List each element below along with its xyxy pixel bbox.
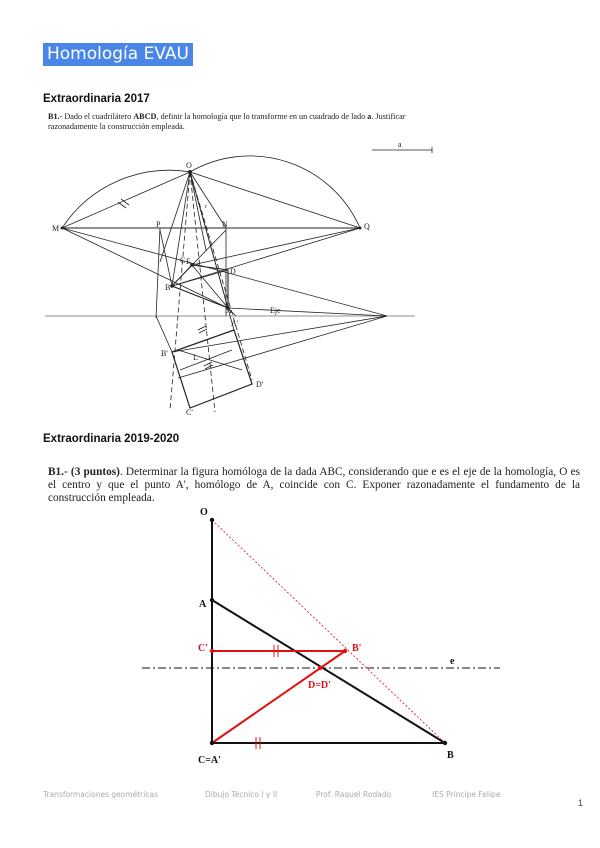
ray-o-b — [212, 520, 445, 743]
footer-item: Dibujo Técnico I y II — [205, 790, 278, 799]
label-n: N — [222, 220, 228, 229]
label-d-prime: D' — [256, 380, 264, 389]
point-b-prime — [343, 649, 347, 653]
label-o: O — [200, 507, 208, 518]
segment-a-prime-b-prime — [212, 651, 345, 743]
point-c — [210, 741, 214, 745]
label-e: e — [450, 656, 455, 667]
label-a: A — [199, 599, 207, 610]
statement-number: B1.- — [48, 112, 63, 121]
label-p: P — [156, 220, 161, 229]
label-c-eq-a-prime: C=A' — [198, 755, 221, 766]
section-heading-2017: Extraordinaria 2017 — [43, 93, 150, 105]
footer-item: Transformaciones geométricas — [43, 790, 158, 799]
point-c-prime — [210, 649, 214, 653]
section-heading-2019: Extraordinaria 2019-2020 — [43, 433, 180, 445]
statement-text: , definir la homología que lo transforme en un cuadrado de lado — [156, 112, 368, 121]
label-b-prime: B' — [352, 643, 362, 654]
page-number: 1 — [578, 798, 584, 808]
label-c-prime: C' — [186, 408, 193, 417]
label-a-prime: A' — [231, 319, 239, 328]
label-c: C — [180, 256, 186, 265]
label-d-eq-d-prime: D=D' — [308, 680, 331, 691]
label-c-prime: C' — [198, 643, 208, 654]
label-l: L — [193, 353, 198, 362]
statement-number: B1.- (3 puntos) — [48, 466, 120, 478]
label-eje: Eje — [270, 306, 281, 315]
label-segment-a: a — [398, 140, 402, 149]
statement-figure-name: ABCD — [133, 112, 157, 121]
point-a — [210, 598, 214, 602]
label-b: B — [447, 750, 454, 761]
footer-item: Prof. Raquel Rodado — [316, 790, 392, 799]
document-title: Homología EVAU — [43, 43, 193, 66]
side-a-b — [212, 600, 445, 743]
label-b: B — [165, 283, 171, 292]
statement-text: Dado el cuadrilátero — [62, 112, 134, 121]
label-d: D — [230, 267, 236, 276]
statement-text: . Justificar razonadamente la construcción empleada. — [48, 112, 406, 131]
statement-side-name: a — [367, 112, 372, 121]
point-b — [443, 741, 447, 745]
point-o — [210, 518, 214, 522]
footer-item: IES Príncipe Felipe — [432, 790, 501, 799]
label-b-prime: B' — [161, 349, 168, 358]
statement-text: . Determinar la figura homóloga de la dada ABC, considerando que e es el eje de la homología, O es el centro y que el punto A', homólogo de A, coincide con C. Exponer razonadamente el fundamento de la construcción empleada. — [48, 466, 580, 504]
label-q: Q — [364, 222, 370, 231]
label-e: E — [186, 257, 191, 266]
point-d — [318, 666, 322, 670]
label-ray-r: r — [205, 204, 207, 210]
label-m: M — [52, 224, 60, 233]
label-o: O — [186, 161, 192, 170]
label-a: A — [226, 306, 232, 315]
